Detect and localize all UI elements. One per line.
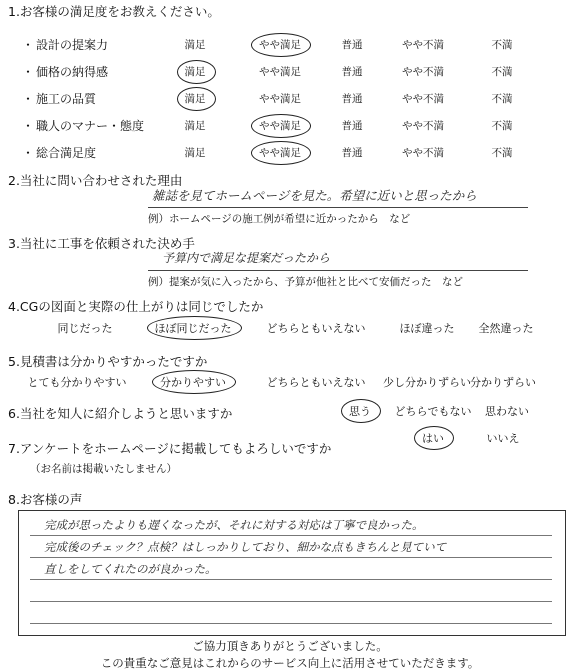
q1-option: 普通 [341, 66, 363, 78]
q1-option: やや満足 [259, 39, 301, 51]
q2-example: 例）ホームページの施工例が希望に近かったから など [148, 213, 411, 225]
q2-answer: 雑誌を見てホームページを見た。希望に近いと思ったから [152, 188, 477, 203]
q8-title: 8.お客様の声 [8, 492, 83, 507]
selection-circle [147, 316, 242, 340]
q1-option: やや満足 [259, 93, 301, 105]
q7-option: いいえ [486, 432, 520, 445]
q1-option: やや不満 [402, 66, 444, 78]
q1-option: 不満 [491, 39, 513, 51]
q1-option: 普通 [341, 93, 363, 105]
q1-row-label: 価格の納得感 [36, 65, 109, 79]
q6-option: 思う [349, 405, 371, 418]
q7-option: はい [422, 432, 444, 445]
footer-note: この貴重なご意見はこれからのサービス向上に活用させていただきます。 [100, 656, 480, 670]
q1-option: 不満 [491, 147, 513, 159]
selection-circle [251, 141, 311, 165]
comment-line [30, 535, 552, 536]
q3-answer-line [148, 270, 528, 271]
q1-option: 普通 [341, 147, 363, 159]
q5-option: 少し分かりずらい [383, 376, 471, 389]
q5-option: どちらともいえない [266, 376, 366, 389]
selection-circle [251, 114, 311, 138]
q3-title: 3.当社に工事を依頼された決め手 [8, 236, 195, 251]
row-bullet: ・ [22, 92, 35, 106]
q6-title: 6.当社を知人に紹介しようと思いますか [8, 406, 233, 421]
q1-title: 1.お客様の満足度をお教えください。 [8, 4, 220, 19]
q1-option: やや不満 [402, 120, 444, 132]
comment-line [30, 557, 552, 558]
q2-answer-line [148, 207, 528, 208]
q1-option: やや不満 [402, 93, 444, 105]
q1-option: やや不満 [402, 39, 444, 51]
comment-line [30, 579, 552, 580]
row-bullet: ・ [22, 38, 35, 52]
selection-circle [152, 370, 236, 394]
q1-option: 満足 [184, 39, 206, 51]
row-bullet: ・ [22, 146, 35, 160]
q4-option: ほぼ違った [399, 322, 455, 335]
comment-text: 完成後のチェック？点検？はしっかりしており、細かな点もきちんと見ていて [44, 540, 447, 554]
q7-note: （お名前は掲載いたしません） [30, 463, 177, 475]
q1-option: 満足 [184, 120, 206, 132]
comment-line [30, 623, 552, 624]
q1-option: 満足 [184, 66, 206, 78]
q1-option: 普通 [341, 120, 363, 132]
q5-option: とても分かりやすい [27, 376, 127, 389]
selection-circle [414, 426, 454, 450]
q5-title: 5.見積書は分かりやすかったですか [8, 354, 208, 369]
row-bullet: ・ [22, 119, 35, 133]
q6-option: 思わない [485, 405, 529, 418]
q1-option: やや満足 [259, 66, 301, 78]
selection-circle [251, 33, 311, 57]
q1-option: 普通 [341, 39, 363, 51]
selection-circle [177, 87, 216, 111]
q7-title: 7.アンケートをホームページに掲載してもよろしいですか [8, 441, 332, 456]
q1-option: 満足 [184, 147, 206, 159]
q1-option: 不満 [491, 93, 513, 105]
q1-row-label: 総合満足度 [36, 146, 97, 160]
q3-answer: 予算内で満足な提案だったから [162, 251, 331, 265]
q1-option: 不満 [491, 66, 513, 78]
comment-line [30, 601, 552, 602]
selection-circle [341, 399, 381, 423]
q4-title: 4.CGの図面と実際の仕上がりは同じでしたか [8, 299, 264, 314]
q6-option: どちらでもない [394, 405, 472, 418]
q5-option: 分かりやすい [160, 376, 226, 389]
q1-row-label: 施工の品質 [36, 92, 97, 106]
q1-option: 不満 [491, 120, 513, 132]
q1-option: 満足 [184, 93, 206, 105]
footer-thanks: ご協力頂きありがとうございました。 [192, 639, 388, 653]
q4-option: 同じだった [57, 322, 113, 335]
q4-option: ほぼ同じだった [154, 322, 232, 335]
q2-title: 2.当社に問い合わせされた理由 [8, 173, 183, 188]
q1-option: やや不満 [402, 147, 444, 159]
q3-example: 例）提案が気に入ったから、予算が他社と比べて安価だった など [148, 276, 463, 288]
comment-text: 直しをしてくれたのが良かった。 [44, 562, 217, 576]
q5-option: 分かりずらい [470, 376, 536, 389]
q4-option: 全然違った [478, 322, 534, 335]
q1-option: やや満足 [259, 120, 301, 132]
selection-circle [177, 60, 216, 84]
q1-option: やや満足 [259, 147, 301, 159]
q4-option: どちらともいえない [266, 322, 366, 335]
row-bullet: ・ [22, 65, 35, 79]
q1-row-label: 設計の提案力 [36, 38, 109, 52]
q1-row-label: 職人のマナー・態度 [36, 119, 145, 133]
comment-text: 完成が思ったよりも遅くなったが、それに対する対応は丁寧で良かった。 [44, 518, 424, 532]
